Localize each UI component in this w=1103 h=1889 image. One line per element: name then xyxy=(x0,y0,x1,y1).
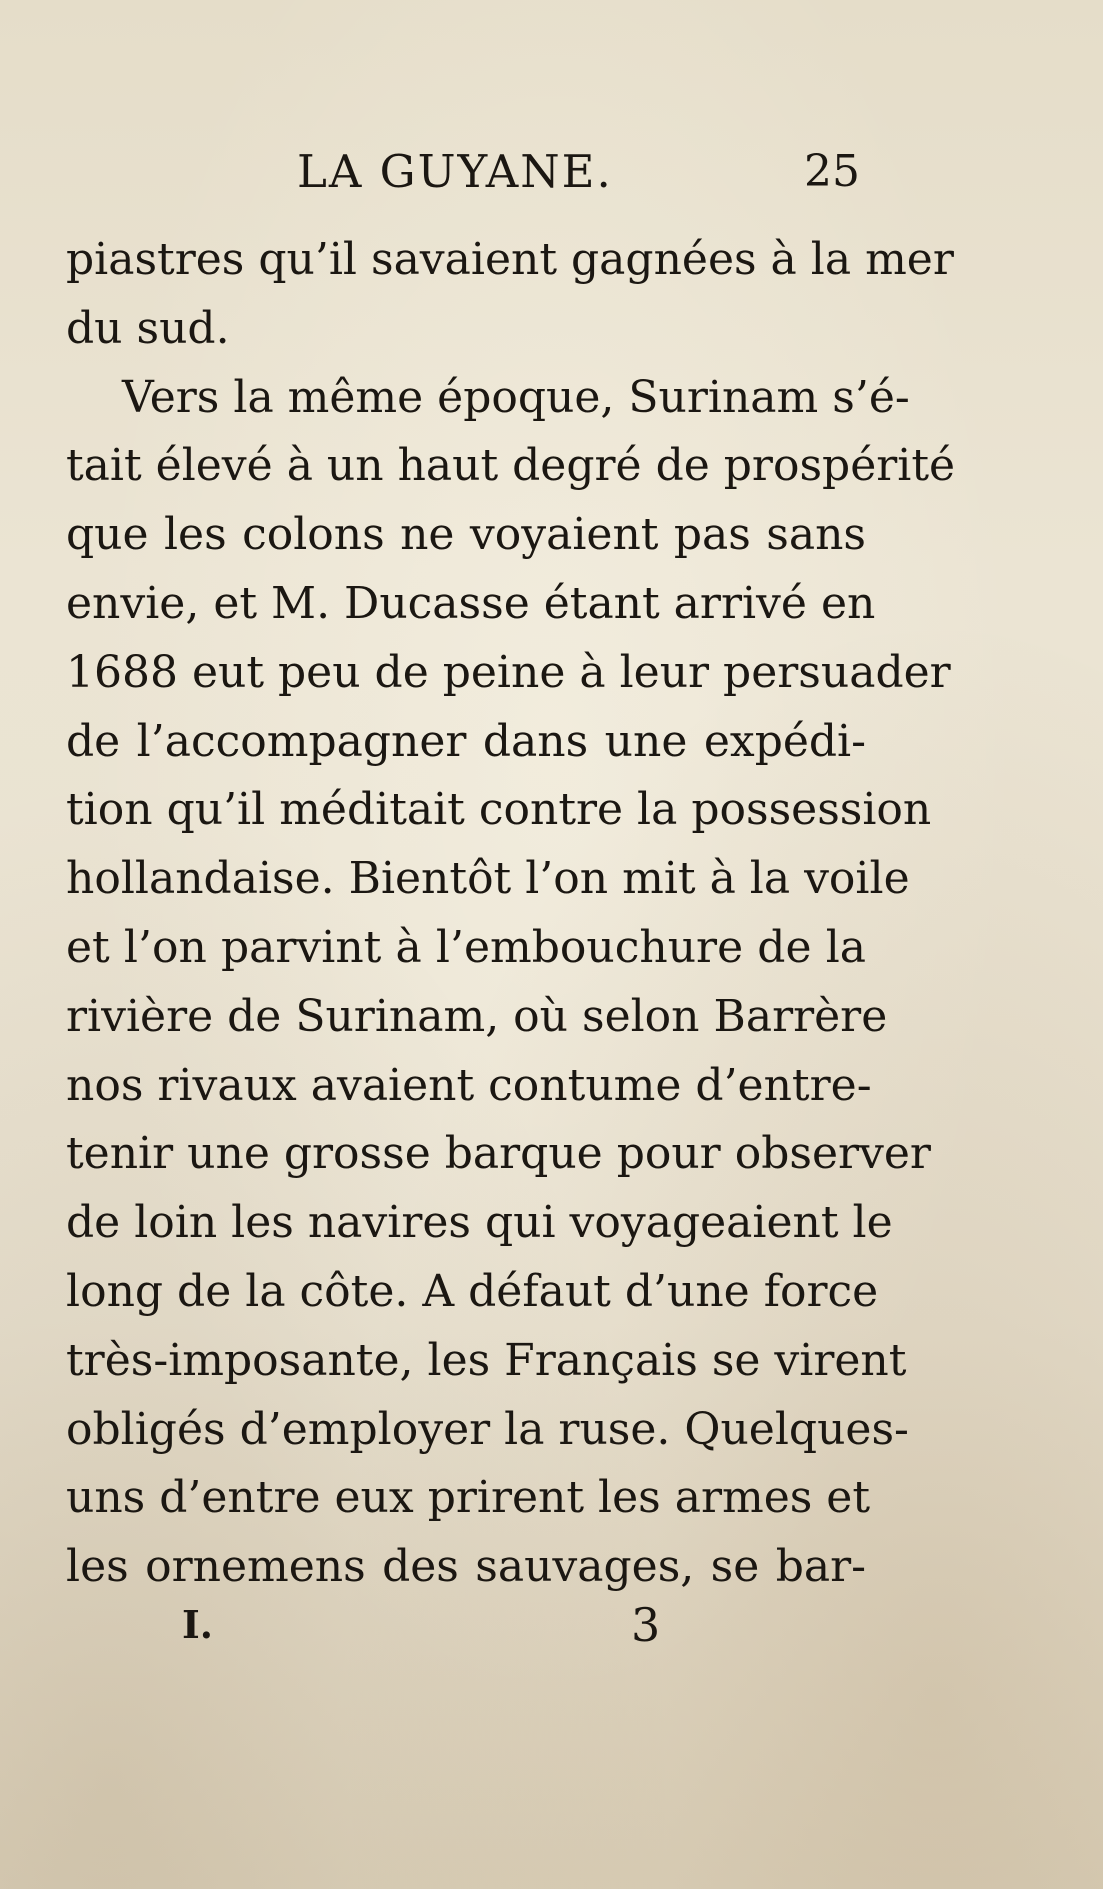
text-line: envie, et M. Ducasse étant arrivé en xyxy=(66,577,876,629)
text-line: que les colons ne voyaient pas sans xyxy=(66,509,866,561)
text-line: tion qu’il méditait contre la possession xyxy=(66,784,932,836)
text-line: 1688 eut peu de peine à leur persuader xyxy=(66,646,951,698)
page-number: 25 xyxy=(804,146,860,197)
text-line: de l’accompagner dans une expédi- xyxy=(66,715,866,767)
page-footer xyxy=(0,1595,1103,1655)
running-title: LA GUYANE. xyxy=(297,145,613,198)
volume-signature: I. xyxy=(182,1602,214,1647)
running-head xyxy=(0,142,1103,202)
text-line: piastres qu’il savaient gagnées à la mer xyxy=(66,234,954,285)
text-line: les ornemens des sauvages, se bar- xyxy=(66,1541,866,1593)
text-line: tenir une grosse barque pour observer xyxy=(66,1128,931,1180)
text-line: du sud. xyxy=(66,302,230,354)
text-line: très-imposante, les Français se virent xyxy=(66,1334,907,1386)
text-line: long de la côte. A défaut d’une force xyxy=(66,1265,879,1317)
text-line: uns d’entre eux prirent les armes et xyxy=(66,1472,871,1524)
body-text xyxy=(66,226,956,1602)
text-line: et l’on parvint à l’embouchure de la xyxy=(66,921,866,973)
signature-mark: 3 xyxy=(631,1598,661,1652)
text-line: hollandaise. Bientôt l’on mit à la voile xyxy=(66,853,910,905)
text-line: Vers la même époque, Surinam s’é- xyxy=(122,371,910,423)
text-line: tait élevé à un haut degré de prospérité xyxy=(66,440,956,492)
text-line: rivière de Surinam, où selon Barrère xyxy=(66,990,888,1042)
text-line: obligés d’employer la ruse. Quelques- xyxy=(66,1403,909,1455)
text-line: nos rivaux avaient contume d’entre- xyxy=(66,1059,872,1111)
text-line: de loin les navires qui voyageaient le xyxy=(66,1197,893,1249)
